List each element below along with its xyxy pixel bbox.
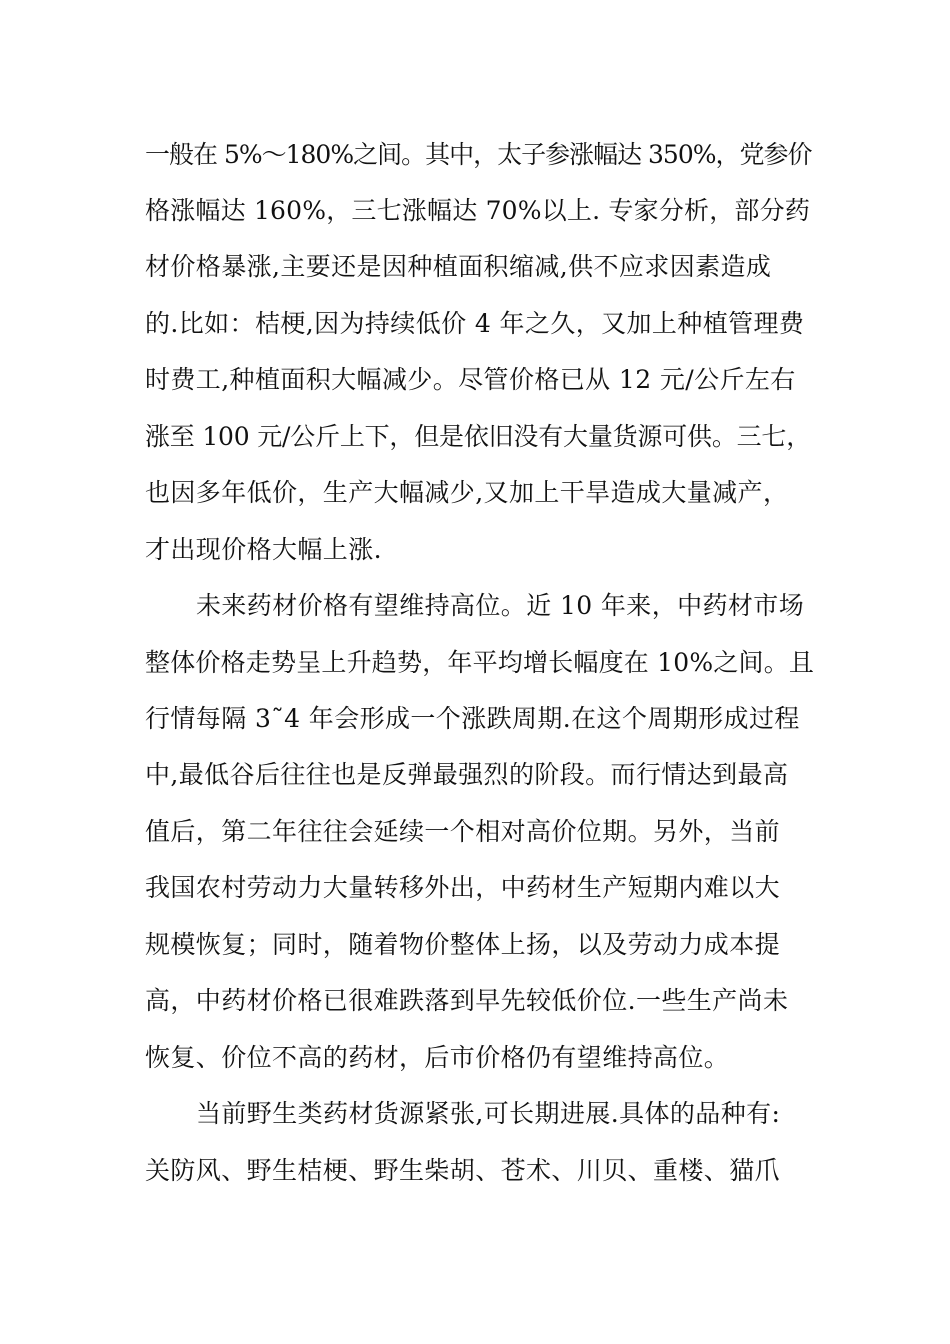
text-line: 一般在 5%～180%之间。其中，太子参涨幅达 350%，党参价 — [145, 140, 812, 169]
text-line: 值后，第二年往往会延续一个相对高价位期。另外，当前 — [145, 817, 781, 846]
text-line: 行情每隔 3˜4 年会形成一个涨跌周期.在这个周期形成过程 — [145, 704, 800, 733]
text-line: 中,最低谷后往往也是反弹最强烈的阶段。而行情达到最高 — [145, 760, 789, 789]
text-line: 材价格暴涨,主要还是因种植面积缩减,供不应求因素造成 — [145, 252, 772, 281]
paragraph-first-line: 当前野生类药材货源紧张,可长期进展.具体的品种有: — [196, 1099, 781, 1128]
text-line: 格涨幅达 160%，三七涨幅达 70%以上. 专家分析，部分药 — [145, 196, 811, 225]
text-line: 关防风、野生桔梗、野生柴胡、苍术、川贝、重楼、猫爪 — [145, 1156, 781, 1185]
text-line: 的.比如：桔梗,因为持续低价 4 年之久，又加上种植管理费 — [145, 309, 805, 338]
text-line: 我国农村劳动力大量转移外出，中药材生产短期内难以大 — [145, 873, 781, 902]
text-line: 涨至 100 元/公斤上下，但是依旧没有大量货源可供。三七， — [145, 422, 812, 451]
text-line: 才出现价格大幅上涨. — [145, 535, 382, 564]
text-line: 恢复、价位不高的药材，后市价格仍有望维持高位。 — [145, 1043, 730, 1072]
text-line: 高，中药材价格已很难跌落到早先较低价位.一些生产尚未 — [145, 986, 789, 1015]
text-line: 整体价格走势呈上升趋势，年平均增长幅度在 10%之间。且 — [145, 648, 815, 677]
text-line: 时费工,种植面积大幅减少。尽管价格已从 12 元/公斤左右 — [145, 365, 796, 394]
text-line: 规模恢复；同时，随着物价整体上扬，以及劳动力成本提 — [145, 930, 781, 959]
paragraph-first-line: 未来药材价格有望维持高位。近 10 年来，中药材市场 — [196, 591, 805, 620]
text-line: 也因多年低价，生产大幅减少,又加上干旱造成大量减产， — [145, 478, 789, 507]
